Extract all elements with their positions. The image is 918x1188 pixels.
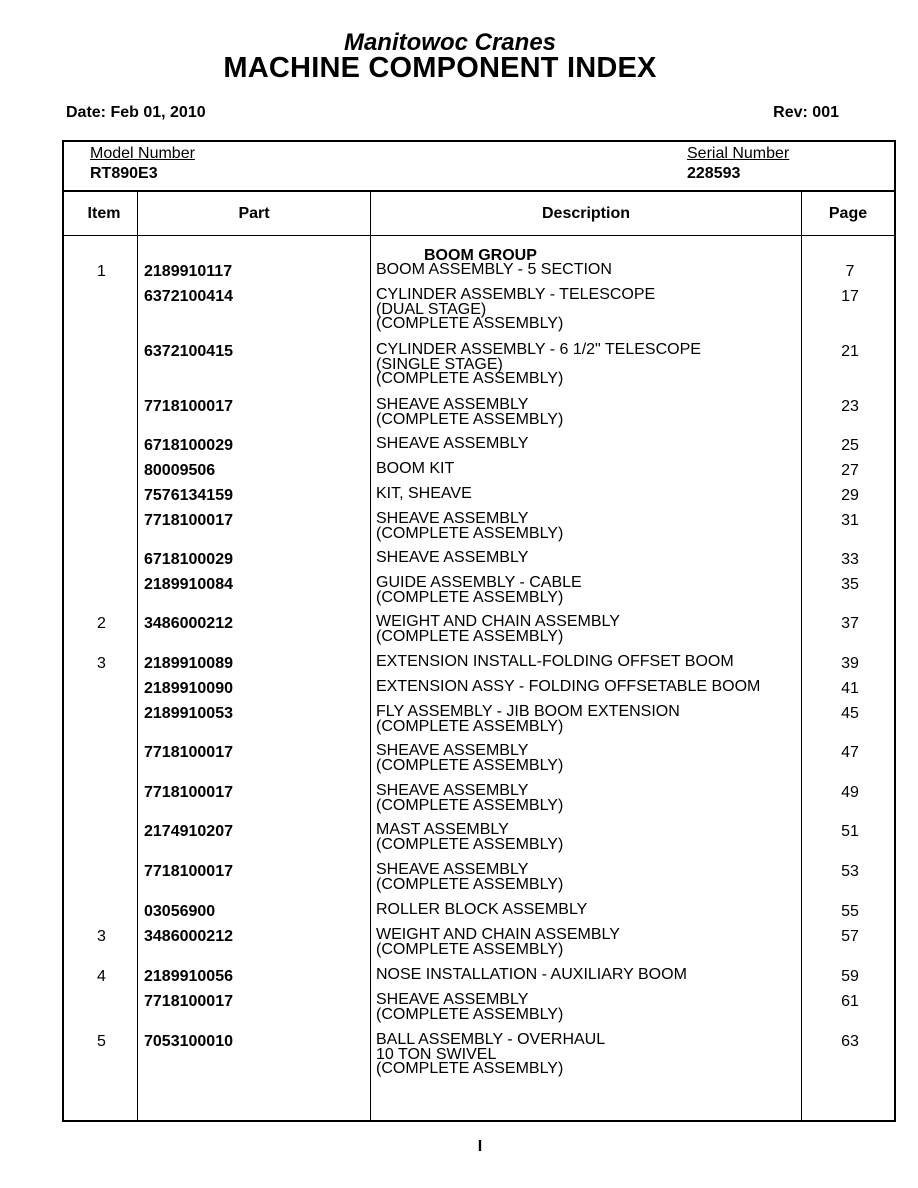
- part-number: 2189910056: [144, 968, 233, 985]
- page-reference: 53: [841, 863, 859, 880]
- part-description: SHEAVE ASSEMBLY (COMPLETE ASSEMBLY): [376, 782, 564, 814]
- part-number: 7576134159: [144, 487, 233, 504]
- column-divider: [370, 192, 371, 1120]
- part-number: 2174910207: [144, 823, 233, 840]
- page-reference: 25: [841, 437, 859, 454]
- part-description: BOOM KIT: [376, 460, 455, 477]
- part-description: SHEAVE ASSEMBLY (COMPLETE ASSEMBLY): [376, 510, 564, 542]
- part-description: SHEAVE ASSEMBLY (COMPLETE ASSEMBLY): [376, 742, 564, 774]
- part-description: WEIGHT AND CHAIN ASSEMBLY (COMPLETE ASSEMBLY): [376, 926, 620, 958]
- column-header-description: Description: [541, 205, 630, 222]
- item-number: 1: [97, 263, 106, 280]
- page-reference: 63: [841, 1033, 859, 1050]
- page-reference: 39: [841, 655, 859, 672]
- part-description: SHEAVE ASSEMBLY (COMPLETE ASSEMBLY): [376, 991, 564, 1023]
- part-description: EXTENSION ASSY - FOLDING OFFSETABLE BOOM: [376, 678, 761, 695]
- part-description: EXTENSION INSTALL-FOLDING OFFSET BOOM: [376, 653, 734, 670]
- part-description: GUIDE ASSEMBLY - CABLE (COMPLETE ASSEMBLY): [376, 574, 582, 606]
- part-number: 03056900: [144, 903, 216, 920]
- page-reference: 37: [841, 615, 859, 632]
- date-label: Date: Feb 01, 2010: [66, 104, 206, 121]
- part-description: SHEAVE ASSEMBLY (COMPLETE ASSEMBLY): [376, 861, 564, 893]
- part-number: 3486000212: [144, 615, 233, 632]
- part-number: 7053100010: [144, 1033, 233, 1050]
- page-reference: 49: [841, 784, 859, 801]
- item-number: 2: [97, 615, 106, 632]
- item-number: 5: [97, 1033, 106, 1050]
- part-number: 6372100415: [144, 343, 233, 360]
- part-number: 2189910053: [144, 705, 233, 722]
- part-number: 3486000212: [144, 928, 233, 945]
- component-table: [62, 140, 896, 1122]
- page-reference: 23: [841, 398, 859, 415]
- part-number: 2189910089: [144, 655, 233, 672]
- page-reference: 41: [841, 680, 859, 697]
- part-description: BOOM ASSEMBLY - 5 SECTION: [376, 261, 612, 278]
- model-number-value: RT890E3: [90, 165, 158, 182]
- item-number: 3: [97, 655, 106, 672]
- column-header-item: Item: [87, 205, 121, 222]
- page-reference: 17: [841, 288, 859, 305]
- part-description: SHEAVE ASSEMBLY: [376, 435, 529, 452]
- part-number: 80009506: [144, 462, 216, 479]
- part-number: 2189910090: [144, 680, 233, 697]
- part-number: 6718100029: [144, 437, 233, 454]
- item-number: 4: [97, 968, 106, 985]
- page-reference: 55: [841, 903, 859, 920]
- part-number: 7718100017: [144, 744, 233, 761]
- part-number: 6718100029: [144, 551, 233, 568]
- document-title: MACHINE COMPONENT INDEX: [223, 52, 657, 84]
- revision-label: Rev: 001: [773, 104, 839, 121]
- group-title: BOOM GROUP: [424, 247, 537, 264]
- page-reference: 31: [841, 512, 859, 529]
- page-reference: 35: [841, 576, 859, 593]
- column-header-page: Page: [828, 205, 868, 222]
- part-description: ROLLER BLOCK ASSEMBLY: [376, 901, 588, 918]
- part-description: MAST ASSEMBLY (COMPLETE ASSEMBLY): [376, 821, 564, 853]
- page-reference: 33: [841, 551, 859, 568]
- part-number: 7718100017: [144, 863, 233, 880]
- part-description: FLY ASSEMBLY - JIB BOOM EXTENSION (COMPLETE ASSEMBLY): [376, 703, 680, 735]
- part-description: CYLINDER ASSEMBLY - TELESCOPE (DUAL STAGE) (COMPLETE ASSEMBLY): [376, 286, 656, 333]
- page-number: I: [477, 1138, 483, 1155]
- page-reference: 57: [841, 928, 859, 945]
- part-description: KIT, SHEAVE: [376, 485, 472, 502]
- part-number: 7718100017: [144, 993, 233, 1010]
- part-description: WEIGHT AND CHAIN ASSEMBLY (COMPLETE ASSEMBLY): [376, 613, 620, 645]
- part-number: 2189910117: [144, 263, 233, 280]
- page-reference: 61: [841, 993, 859, 1010]
- serial-number-label: Serial Number: [687, 145, 790, 162]
- part-description: BALL ASSEMBLY - OVERHAUL 10 TON SWIVEL (COMPLETE ASSEMBLY): [376, 1031, 606, 1078]
- company-name: Manitowoc Cranes: [343, 29, 557, 56]
- part-number: 7718100017: [144, 512, 233, 529]
- page-reference: 21: [841, 343, 859, 360]
- column-header-part: Part: [238, 205, 270, 222]
- page-reference: 7: [845, 263, 855, 280]
- page-reference: 47: [841, 744, 859, 761]
- model-number-label: Model Number: [90, 145, 195, 162]
- part-description: SHEAVE ASSEMBLY (COMPLETE ASSEMBLY): [376, 396, 564, 428]
- serial-number-value: 228593: [687, 165, 741, 182]
- page-reference: 29: [841, 487, 859, 504]
- part-number: 7718100017: [144, 784, 233, 801]
- part-description: SHEAVE ASSEMBLY: [376, 549, 529, 566]
- page-reference: 45: [841, 705, 859, 722]
- page-reference: 51: [841, 823, 859, 840]
- part-description: CYLINDER ASSEMBLY - 6 1/2" TELESCOPE (SINGLE STAGE) (COMPLETE ASSEMBLY): [376, 341, 701, 388]
- part-number: 2189910084: [144, 576, 233, 593]
- part-number: 6372100414: [144, 288, 233, 305]
- page-reference: 59: [841, 968, 859, 985]
- page-reference: 27: [841, 462, 859, 479]
- part-number: 7718100017: [144, 398, 233, 415]
- header-divider: [64, 235, 894, 236]
- item-number: 3: [97, 928, 106, 945]
- part-description: NOSE INSTALLATION - AUXILIARY BOOM: [376, 966, 687, 983]
- info-header: [64, 142, 894, 192]
